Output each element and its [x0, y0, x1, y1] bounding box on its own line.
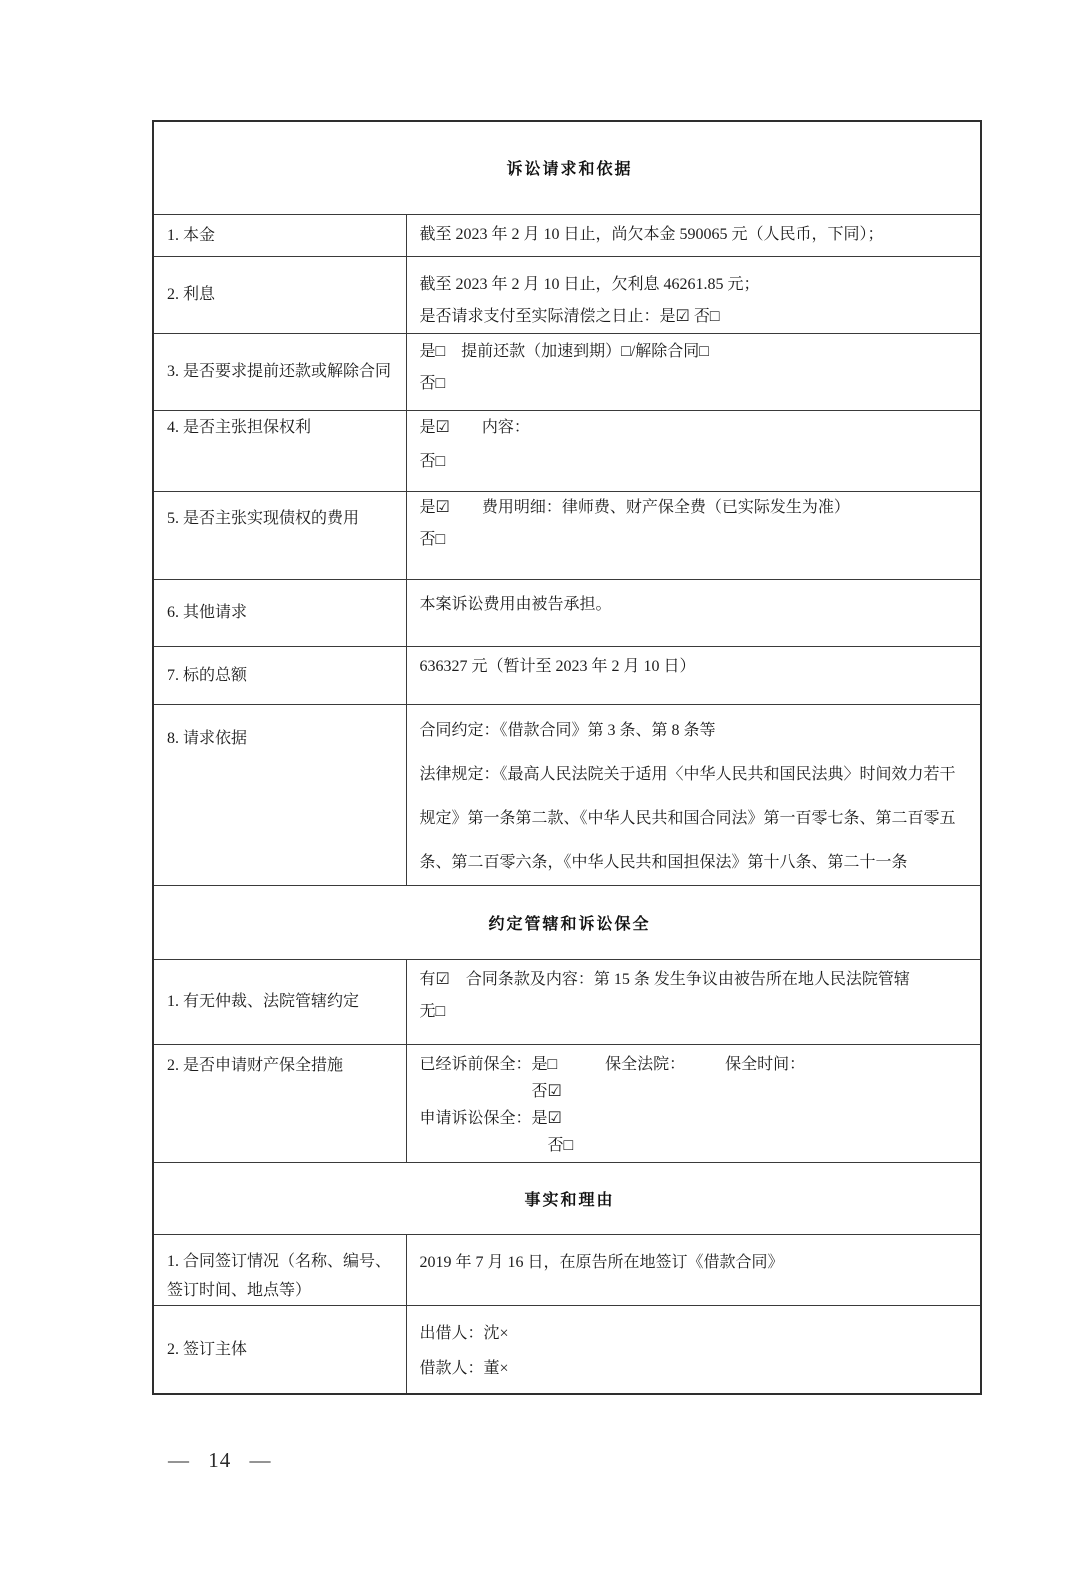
text-line: 6. 其他请求	[167, 604, 248, 621]
text-line: 5. 是否主张实现债权的费用	[167, 509, 360, 527]
section-header-row	[153, 1162, 981, 1234]
text-line: 已经诉前保全：是□ 保全法院： 保全时间：	[419, 1055, 806, 1073]
row-content-signing-parties	[406, 1305, 981, 1394]
page-number: — 14 —	[168, 1448, 272, 1472]
row-label-early-repayment	[153, 333, 406, 410]
row-content-realization-cost	[406, 491, 981, 579]
text-line: 是□ 提前还款（加速到期）□/解除合同□	[419, 342, 709, 360]
text-line: 截至 2023 年 2 月 10 日止，尚欠本金 590065 元（人民币，下同）；	[419, 226, 884, 243]
row-content-contract-signing	[406, 1234, 981, 1305]
text-line: 1. 本金	[167, 226, 216, 244]
row-label-jurisdiction-agreement	[153, 959, 406, 1044]
row-label-signing-parties	[153, 1305, 406, 1394]
row-label-principal	[153, 214, 406, 256]
row-label-claim-basis	[153, 704, 406, 885]
text-line: 法律规定：《最高人民法院关于适用〈中华人民共和国民法典〉时间效力若干	[419, 765, 956, 783]
table-row	[153, 704, 981, 885]
table-row	[153, 1044, 981, 1162]
table-row	[153, 214, 981, 256]
text-line: 签订时间、地点等）	[167, 1281, 312, 1299]
row-content-early-repayment	[406, 333, 981, 410]
text-line: 2. 签订主体	[167, 1340, 248, 1358]
text-line: 是☑ 内容：	[419, 418, 530, 436]
text-line: 截至 2023 年 2 月 10 日止，欠利息 46261.85 元；	[419, 275, 760, 293]
text-line: 否□	[419, 1136, 574, 1154]
row-label-realization-cost	[153, 491, 406, 579]
row-label-total-amount	[153, 646, 406, 704]
row-content-total-amount	[406, 646, 981, 704]
text-line: 636327 元（暂计至 2023 年 2 月 10 日）	[419, 657, 696, 675]
text-line: 1. 合同签订情况（名称、编号、	[167, 1252, 392, 1270]
row-content-property-preservation	[406, 1044, 981, 1162]
table-row	[153, 491, 981, 579]
litigation-form-table	[152, 120, 982, 1395]
row-label-contract-signing	[153, 1234, 406, 1305]
text-line: 8. 请求依据	[167, 729, 248, 747]
text-line: 1. 有无仲裁、法院管辖约定	[167, 993, 360, 1010]
row-content-interest	[406, 256, 981, 333]
text-line: 是否请求支付至实际清偿之日止：是☑ 否□	[419, 307, 720, 325]
row-content-guarantee	[406, 410, 981, 491]
table-row	[153, 959, 981, 1044]
table-row	[153, 333, 981, 410]
text-line: 3. 是否要求提前还款或解除合同	[167, 363, 392, 380]
row-content-jurisdiction-agreement	[406, 959, 981, 1044]
text-line: 合同约定：《借款合同》第 3 条、第 8 条等	[419, 721, 716, 739]
text-line: 否□	[419, 452, 446, 470]
text-line: 2. 利息	[167, 286, 216, 303]
text-line: 7. 标的总额	[167, 666, 248, 684]
table-row	[153, 646, 981, 704]
table-row	[153, 579, 981, 646]
text-line: 无□	[419, 1002, 446, 1020]
section-header-row	[153, 121, 981, 214]
table-row	[153, 1305, 981, 1394]
table-row	[153, 410, 981, 491]
table-row	[153, 1234, 981, 1305]
row-content-claim-basis	[406, 704, 981, 885]
text-line: 申请诉讼保全：是☑	[419, 1109, 562, 1127]
row-label-interest	[153, 256, 406, 333]
text-line: 借款人：董×	[419, 1359, 509, 1377]
row-label-property-preservation	[153, 1044, 406, 1162]
text-line: 本案诉讼费用由被告承担。	[419, 595, 612, 613]
text-line: 有☑ 合同条款及内容：第 15 条 发生争议由被告所在地人民法院管辖	[419, 970, 910, 988]
row-label-other-claims	[153, 579, 406, 646]
section-header-row	[153, 885, 981, 959]
text-line: 出借人：沈×	[419, 1324, 509, 1342]
section-title-facts: 事实和理由	[153, 1162, 981, 1234]
text-line: 是☑ 费用明细：律师费、财产保全费（已实际发生为准）	[419, 498, 850, 516]
table-row	[153, 256, 981, 333]
row-content-principal	[406, 214, 981, 256]
text-line: 2. 是否申请财产保全措施	[167, 1056, 344, 1074]
text-line: 否□	[419, 530, 446, 548]
row-content-other-claims	[406, 579, 981, 646]
text-line: 2019 年 7 月 16 日，在原告所在地签订《借款合同》	[419, 1253, 784, 1271]
row-label-guarantee	[153, 410, 406, 491]
section-title-jurisdiction: 约定管辖和诉讼保全	[153, 885, 981, 959]
text-line: 规定》第一条第二款、《中华人民共和国合同法》第一百零七条、第二百零五	[419, 809, 956, 827]
text-line: 否□	[419, 374, 446, 392]
text-line: 4. 是否主张担保权利	[167, 418, 312, 436]
section-title-claims: 诉讼请求和依据	[153, 121, 981, 214]
text-line: 否☑	[419, 1082, 562, 1100]
text-line: 条、第二百零六条，《中华人民共和国担保法》第十八条、第二十一条	[419, 853, 908, 871]
